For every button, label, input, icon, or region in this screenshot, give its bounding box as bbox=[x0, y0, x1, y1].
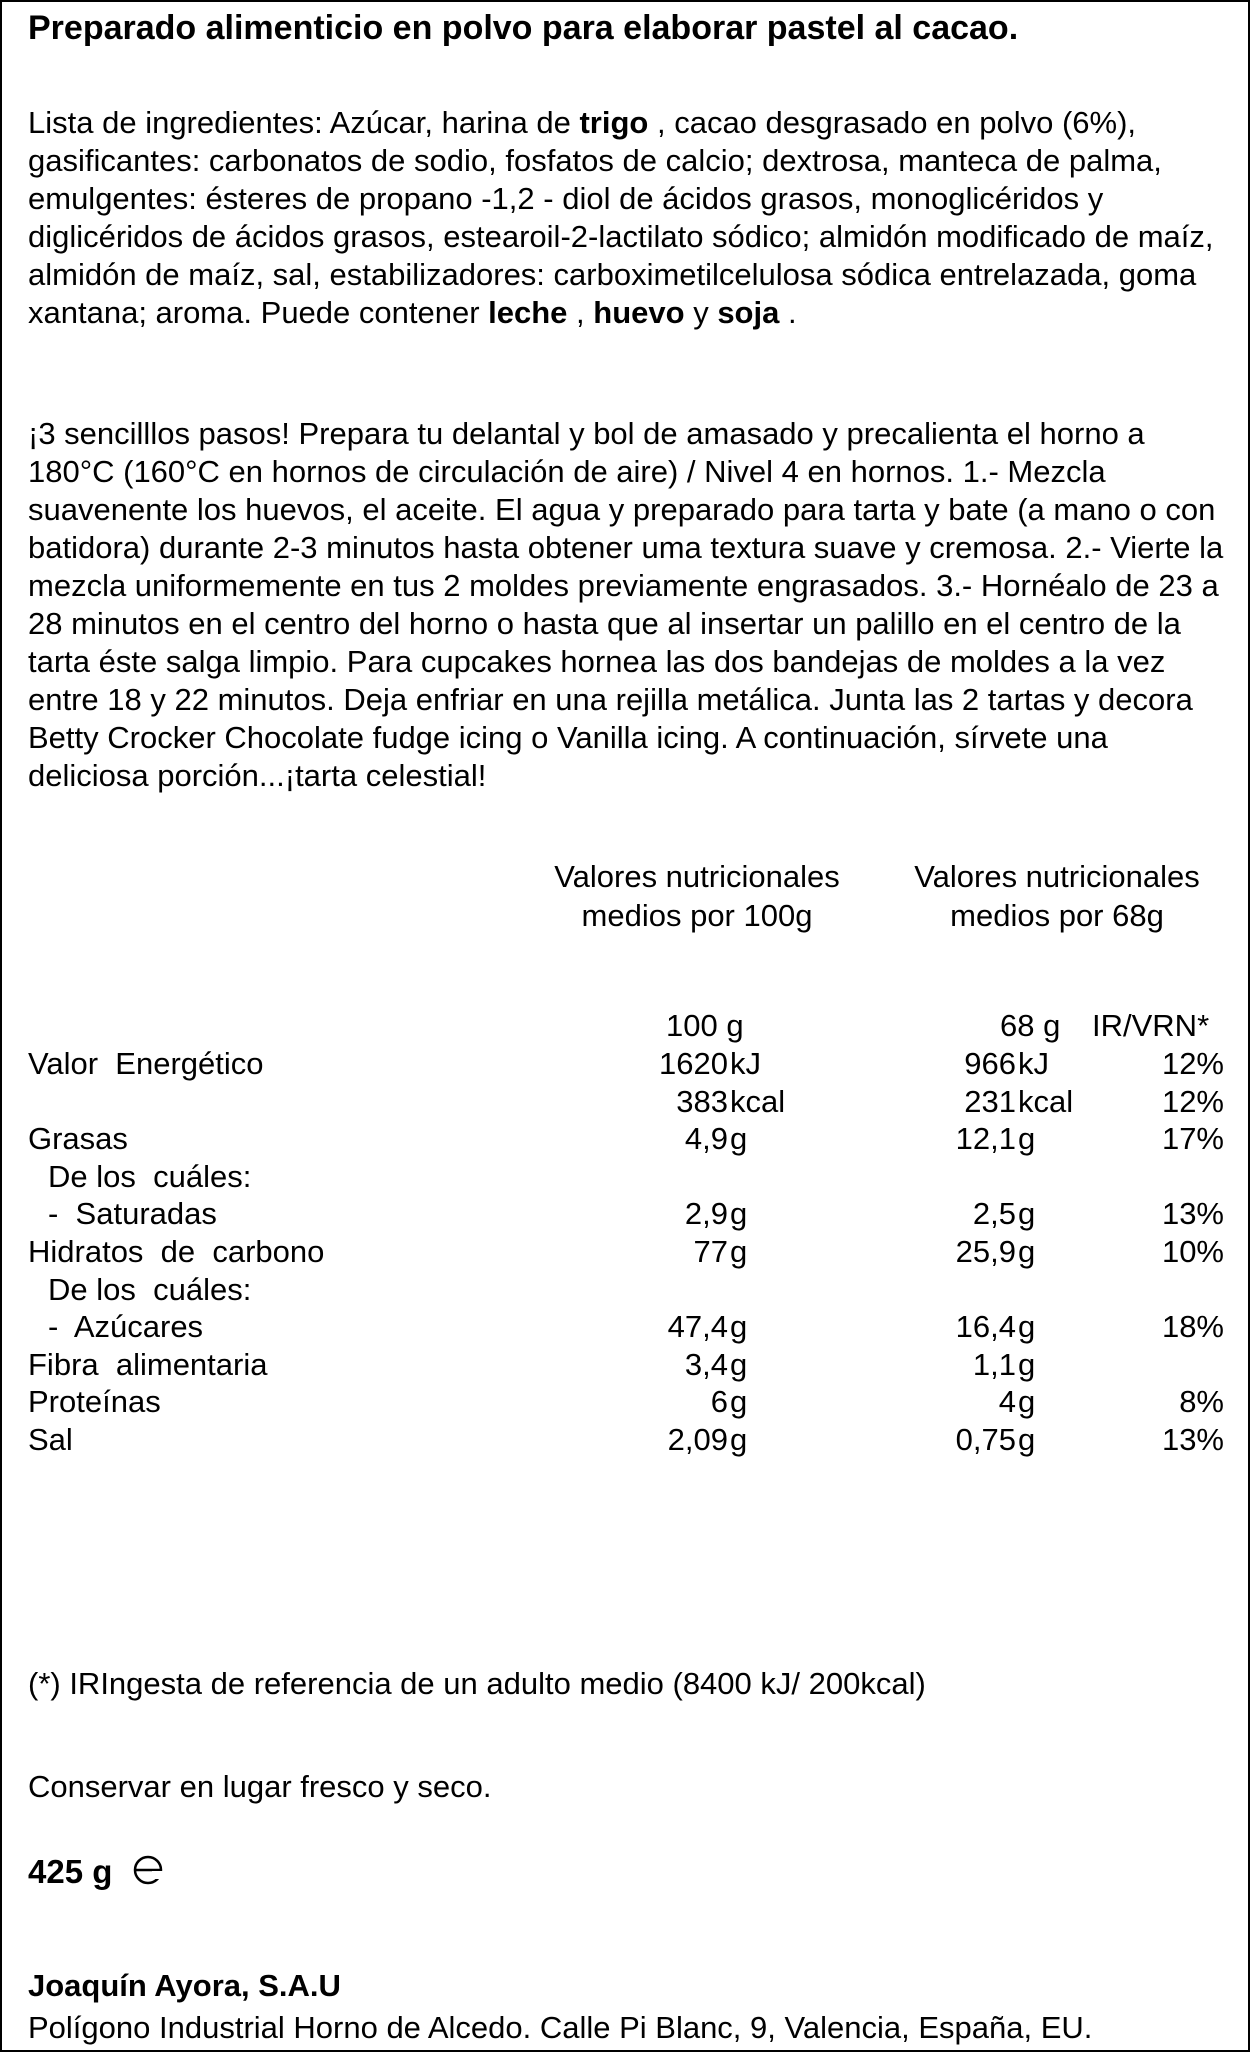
value-per100: 77 bbox=[693, 1234, 728, 1269]
net-weight: 425 g bbox=[28, 1853, 113, 1890]
allergen-soja: soja bbox=[717, 295, 780, 330]
company-address: Polígono Industrial Horno de Alcedo. Calle Pi Blanc, 9, Valencia, España, EU. bbox=[28, 2010, 1093, 2045]
e-mark-icon bbox=[132, 1854, 164, 1886]
unit-per68: g bbox=[1018, 1196, 1036, 1232]
storage-instructions: Conservar en lugar fresco y seco. bbox=[28, 1769, 492, 1804]
nutrition-row bbox=[28, 1045, 1228, 1083]
nutrition-row bbox=[28, 1346, 1228, 1384]
ir-percentage: 17% bbox=[1161, 1121, 1224, 1157]
allergen-leche: leche bbox=[488, 295, 568, 330]
nutrient-label: Sal bbox=[28, 1422, 73, 1457]
value-per68: 231 bbox=[964, 1083, 1016, 1119]
ingredients-text: , cacao desgrasado en polvo (6%), gasificantes: carbonatos de sodio, fosfatos de calcio; dextrosa, manteca de palma, emulgentes: ésteres de propano -1,2 - diol de ácidos grasos, monoglicéridos y diglicéridos de ácidos grasos, estearoil-2-lactilato sódico; almidón modificado de maíz, almidón de maíz, sal, estabilizadores: carboximetilcelulosa sódica entrelazada, goma xantana; aroma. Puede contener bbox=[28, 105, 1214, 330]
ir-percentage: 18% bbox=[1161, 1309, 1224, 1345]
value-per100: 6 bbox=[710, 1384, 728, 1420]
nutrient-label: - Saturadas bbox=[48, 1196, 217, 1232]
value-per68: 2,5 bbox=[972, 1196, 1016, 1232]
nutrition-col1-heading bbox=[532, 857, 862, 935]
unit-per100: g bbox=[730, 1384, 748, 1420]
nutrition-row bbox=[28, 1158, 1228, 1196]
nutrient-label: Hidratos de carbono bbox=[28, 1234, 325, 1269]
preparation-instructions: ¡3 sencilllos pasos! Prepara tu delantal y bol de amasado y precalienta el horno a 180°C (160°C en hornos de circulación de aire) / Nivel 4 en hornos. 1.- Mezcla suavenente los huevos, el aceite. El agua y preparado para tarta y bate (a mano o con batidora) durante 2-3 minutos hasta obtener uma textura suave y cremosa. 2.- Vierte la mezcla uniformemente en tus 2 moldes previamente engrasados. 3.- Hornéalo de 23 a 28 minutos en el centro del horno o hasta que al insertar un palillo en el centro de la tarta éste salga limpio. Para cupcakes hornea las dos bandejas de moldes a la vez entre 18 y 22 minutos. Deja enfriar en una rejilla metálica. Junta las 2 tartas y decora Betty Crocker Chocolate fudge icing o Vanilla icing. A continuación, sírvete una deliciosa porción...¡tarta celestial! bbox=[28, 416, 1224, 793]
unit-per100: kcal bbox=[730, 1083, 786, 1119]
value-per100: 3,4 bbox=[684, 1346, 728, 1382]
col2-heading-line2: medios por 68g bbox=[950, 898, 1164, 933]
value-per100: 47,4 bbox=[667, 1309, 728, 1345]
col1-heading-line1: Valores nutricionales bbox=[554, 859, 840, 894]
ingredients-text: . bbox=[779, 295, 797, 330]
value-per100: 4,9 bbox=[684, 1121, 728, 1157]
unit-per100: g bbox=[730, 1234, 748, 1269]
ir-percentage: 12% bbox=[1161, 1083, 1224, 1119]
header-per68: 68 g bbox=[1000, 1008, 1061, 1043]
company-name: Joaquín Ayora, S.A.U bbox=[28, 1968, 341, 2003]
unit-per68: g bbox=[1018, 1121, 1036, 1157]
unit-per68: g bbox=[1018, 1384, 1036, 1420]
unit-per68: g bbox=[1018, 1234, 1036, 1269]
unit-per68: kcal bbox=[1018, 1083, 1074, 1119]
unit-per100: g bbox=[730, 1346, 748, 1382]
ir-percentage: 10% bbox=[1161, 1234, 1224, 1269]
ir-percentage: 13% bbox=[1161, 1422, 1224, 1457]
unit-per68: g bbox=[1018, 1346, 1036, 1382]
nutrition-col2-heading bbox=[892, 857, 1222, 935]
nutrition-row bbox=[28, 1083, 1228, 1121]
value-per100: 2,9 bbox=[684, 1196, 728, 1232]
nutrient-label: De los cuáles: bbox=[48, 1271, 252, 1307]
value-per100: 2,09 bbox=[667, 1422, 728, 1457]
nutrition-row bbox=[28, 1271, 1228, 1309]
unit-per68: kJ bbox=[1018, 1046, 1049, 1081]
value-per68: 1,1 bbox=[972, 1346, 1016, 1382]
col1-heading-line2: medios por 100g bbox=[581, 898, 813, 933]
ir-percentage: 12% bbox=[1161, 1046, 1224, 1081]
ir-percentage: 13% bbox=[1161, 1196, 1224, 1232]
value-per68: 16,4 bbox=[955, 1309, 1016, 1345]
nutrient-label: Grasas bbox=[28, 1121, 128, 1157]
unit-per100: g bbox=[730, 1422, 748, 1457]
value-per68: 0,75 bbox=[955, 1422, 1016, 1457]
header-ir-vrn: IR/VRN* bbox=[1092, 1008, 1210, 1043]
ir-percentage: 8% bbox=[1179, 1384, 1224, 1420]
nutrition-row bbox=[28, 1308, 1228, 1346]
value-per68: 12,1 bbox=[955, 1121, 1016, 1157]
unit-per68: g bbox=[1018, 1422, 1036, 1457]
product-title: Preparado alimenticio en polvo para elaborar pastel al cacao. bbox=[28, 9, 1019, 47]
nutrition-row bbox=[28, 1383, 1228, 1421]
nutrition-row bbox=[28, 1233, 1228, 1271]
unit-per100: g bbox=[730, 1309, 748, 1345]
nutrient-label: Proteínas bbox=[28, 1384, 161, 1420]
value-per100: 383 bbox=[676, 1083, 728, 1119]
footnote: (*) IRIngesta de referencia de un adulto medio (8400 kJ/ 200kcal) bbox=[28, 1666, 926, 1701]
value-per68: 4 bbox=[998, 1384, 1016, 1420]
unit-per100: g bbox=[730, 1196, 748, 1232]
ingredients-text: , bbox=[567, 295, 594, 330]
unit-per68: g bbox=[1018, 1309, 1036, 1345]
value-per100: 1620 bbox=[659, 1046, 728, 1081]
ingredients-list bbox=[28, 104, 1228, 332]
col2-heading-line1: Valores nutricionales bbox=[914, 859, 1200, 894]
nutrient-label: De los cuáles: bbox=[48, 1158, 252, 1194]
value-per68: 25,9 bbox=[955, 1234, 1016, 1269]
unit-per100: kJ bbox=[730, 1046, 761, 1081]
nutrient-label: Fibra alimentaria bbox=[28, 1346, 268, 1382]
nutrition-row bbox=[28, 1421, 1228, 1459]
value-per68: 966 bbox=[964, 1046, 1016, 1081]
ingredients-text: Lista de ingredientes: Azúcar, harina de bbox=[28, 105, 580, 140]
ingredients-text: y bbox=[684, 295, 718, 330]
nutrient-label: - Azúcares bbox=[48, 1309, 204, 1345]
allergen-trigo: trigo bbox=[579, 105, 649, 140]
header-per100: 100 g bbox=[666, 1008, 744, 1043]
unit-per100: g bbox=[730, 1121, 748, 1157]
nutrition-row bbox=[28, 1120, 1228, 1158]
nutrient-label: Valor Energético bbox=[28, 1046, 264, 1081]
allergen-huevo: huevo bbox=[593, 295, 685, 330]
nutrition-row bbox=[28, 1195, 1228, 1233]
